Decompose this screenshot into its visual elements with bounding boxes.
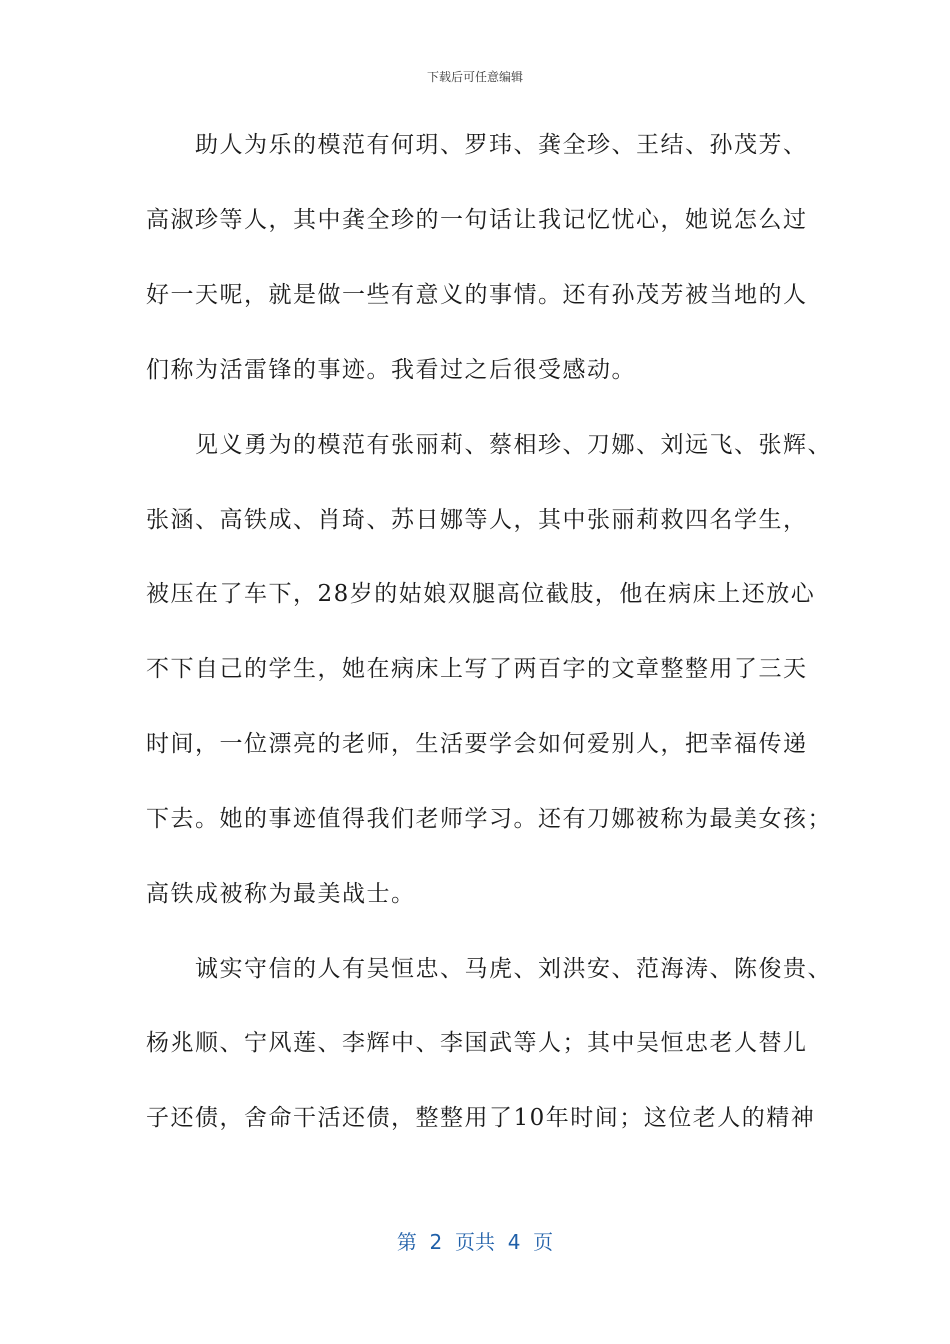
paragraph-3-line-3: 子还债，舍命干活还债，整整用了10年时间；这位老人的精神 <box>146 1105 816 1131</box>
paragraph-1-line-2: 高淑珍等人，其中龚全珍的一句话让我记忆忧心，她说怎么过 <box>146 207 808 233</box>
paragraph-1-line-3: 好一天呢，就是做一些有意义的事情。还有孙茂芳被当地的人 <box>146 282 808 308</box>
page-header: 下载后可任意编辑 <box>426 70 523 84</box>
paragraph-3-line-2: 杨兆顺、宁风莲、李辉中、李国武等人；其中吴恒忠老人替儿 <box>146 1030 808 1056</box>
paragraph-1-line-4: 们称为活雷锋的事迹。我看过之后很受感动。 <box>146 357 636 383</box>
paragraph-2-line-2: 张涵、高铁成、肖琦、苏日娜等人，其中张丽莉救四名学生， <box>146 507 808 533</box>
page-number-footer: 第 2 页共 4 页 <box>396 1230 554 1254</box>
paragraph-2-line-5: 时间，一位漂亮的老师，生活要学会如何爱别人，把幸福传递 <box>146 731 808 757</box>
paragraph-2-line-3: 被压在了车下，28岁的姑娘双腿高位截肢，他在病床上还放心 <box>146 581 816 607</box>
paragraph-2-line-4: 不下自己的学生，她在病床上写了两百字的文章整整用了三天 <box>146 656 808 682</box>
paragraph-2-line-6: 下去。她的事迹值得我们老师学习。还有刀娜被称为最美女孩； <box>146 806 832 832</box>
paragraph-2-line-1: 见义勇为的模范有张丽莉、蔡相珍、刀娜、刘远飞、张辉、 <box>146 432 832 458</box>
paragraph-1-line-1: 助人为乐的模范有何玥、罗玮、龚全珍、王结、孙茂芳、 <box>146 132 808 158</box>
paragraph-3-line-1: 诚实守信的人有吴恒忠、马虎、刘洪安、范海涛、陈俊贵、 <box>146 956 832 982</box>
paragraph-2-line-7: 高铁成被称为最美战士。 <box>146 881 416 907</box>
